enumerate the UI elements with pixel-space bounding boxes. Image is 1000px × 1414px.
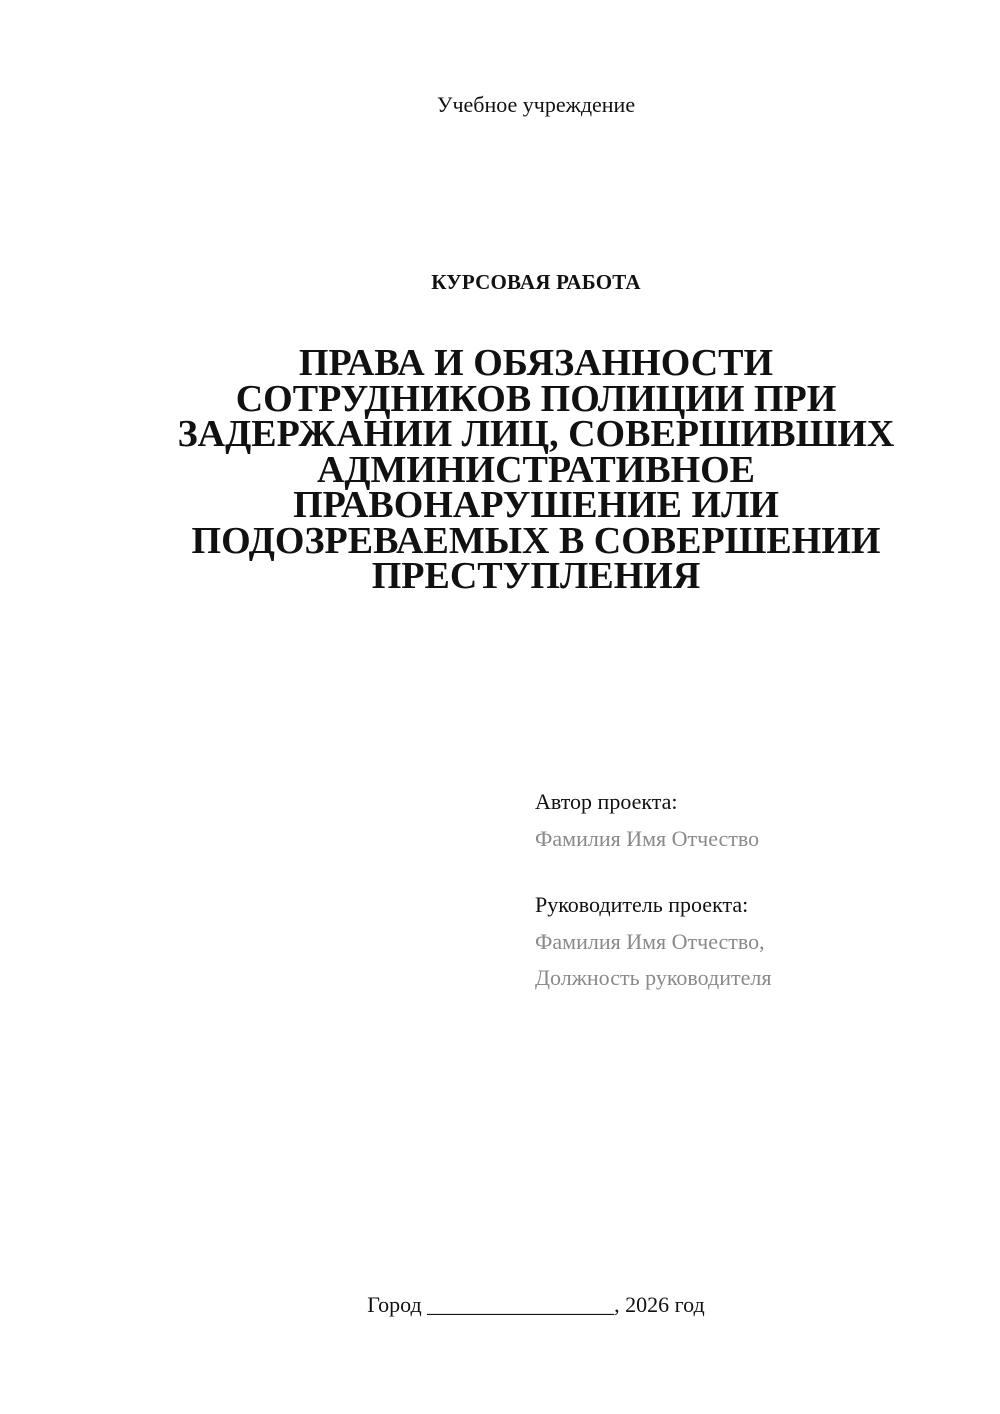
title-line: СОТРУДНИКОВ ПОЛИЦИИ ПРИ	[235, 377, 837, 420]
author-block	[535, 787, 975, 854]
supervisor-block	[535, 890, 975, 993]
author-name-placeholder: Фамилия Имя Отчество	[535, 826, 760, 851]
document-title	[150, 342, 922, 597]
document-type: КУРСОВАЯ РАБОТА	[431, 270, 641, 294]
author-label: Автор проекта:	[535, 789, 678, 814]
title-line: ПРАВОНАРУШЕНИЕ ИЛИ	[293, 484, 779, 526]
city-year-line: Город _________________, 2026 год	[367, 1292, 705, 1317]
supervisor-label: Руководитель проекта:	[535, 892, 749, 917]
title-line: ПРАВА И ОБЯЗАННОСТИ	[298, 342, 774, 384]
title-line: ПОДОЗРЕВАЕМЫХ В СОВЕРШЕНИИ	[191, 519, 881, 562]
supervisor-position-placeholder: Должность руководителя	[535, 965, 772, 990]
title-line: ПРЕСТУПЛЕНИЯ	[371, 555, 701, 597]
title-line: ЗАДЕРЖАНИИ ЛИЦ, СОВЕРШИВШИХ	[177, 413, 895, 455]
institution-name: Учебное учреждение	[436, 92, 636, 117]
supervisor-name-placeholder: Фамилия Имя Отчество,	[535, 929, 765, 954]
title-line: АДМИНИСТРАТИВНОЕ	[316, 448, 756, 491]
credits-block	[535, 787, 975, 993]
